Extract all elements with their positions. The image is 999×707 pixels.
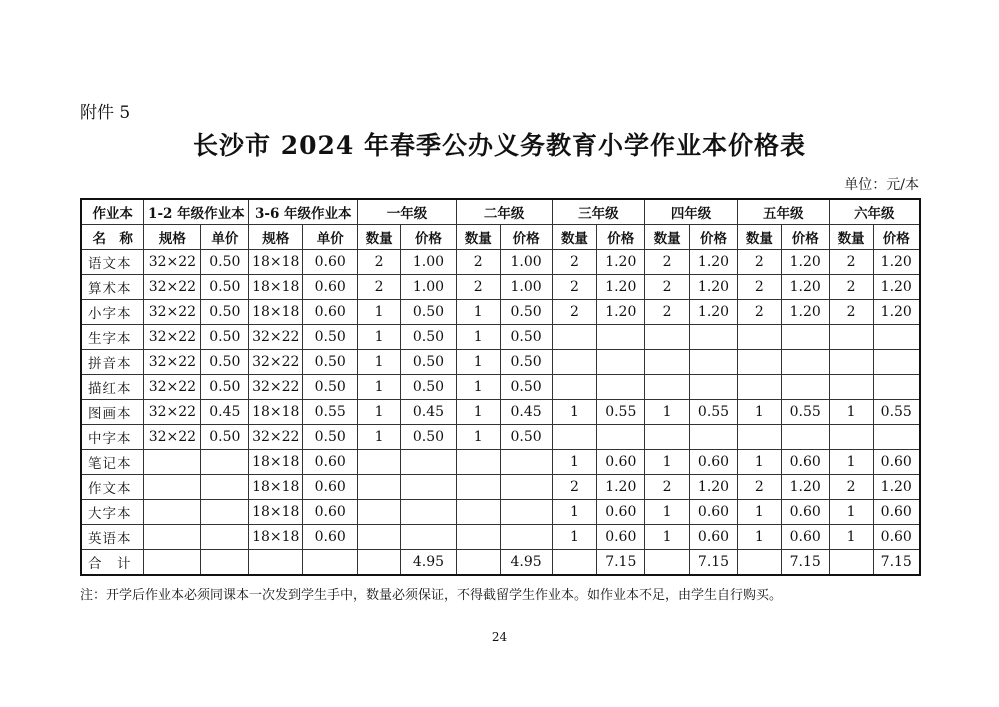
table-cell: 32×22 — [144, 300, 201, 325]
table-cell: 1 — [358, 325, 401, 350]
header-qty: 数量 — [456, 225, 500, 250]
table-cell: 0.60 — [597, 500, 645, 525]
table-cell — [552, 550, 597, 576]
table-cell: 0.60 — [781, 525, 829, 550]
table-cell: 2 — [829, 475, 873, 500]
table-cell: 32×22 — [249, 325, 303, 350]
table-cell: 2 — [737, 250, 781, 275]
table-cell — [690, 350, 738, 375]
table-cell — [690, 375, 738, 400]
table-cell: 7.15 — [597, 550, 645, 576]
header-unit-price: 单价 — [201, 225, 249, 250]
table-cell: 2 — [737, 300, 781, 325]
table-cell: 1.20 — [781, 250, 829, 275]
table-cell — [781, 375, 829, 400]
table-cell — [829, 425, 873, 450]
header-price: 价格 — [500, 225, 552, 250]
table-row — [81, 500, 920, 525]
item-name-cell: 描红本 — [81, 375, 144, 400]
header-group: 三年级 — [552, 199, 645, 225]
table-cell: 1.00 — [500, 250, 552, 275]
table-cell — [358, 525, 401, 550]
table-cell — [873, 350, 920, 375]
table-cell — [597, 375, 645, 400]
table-cell: 4.95 — [401, 550, 457, 576]
table-row — [81, 425, 920, 450]
table-cell — [873, 375, 920, 400]
table-cell: 0.55 — [690, 400, 738, 425]
table-cell: 0.50 — [500, 375, 552, 400]
table-cell — [645, 325, 690, 350]
table-cell: 7.15 — [690, 550, 738, 576]
table-cell: 0.50 — [201, 425, 249, 450]
table-cell — [597, 325, 645, 350]
table-row — [81, 375, 920, 400]
table-cell: 1 — [552, 525, 597, 550]
table-row — [81, 350, 920, 375]
table-cell — [358, 500, 401, 525]
table-cell — [645, 375, 690, 400]
table-cell: 1.20 — [690, 275, 738, 300]
table-cell: 0.60 — [303, 450, 358, 475]
item-name-cell: 作文本 — [81, 475, 144, 500]
header-price: 价格 — [690, 225, 738, 250]
table-cell: 18×18 — [249, 275, 303, 300]
table-cell: 1.20 — [597, 475, 645, 500]
item-name-cell: 语文本 — [81, 250, 144, 275]
table-cell: 1 — [456, 350, 500, 375]
table-cell: 1 — [645, 525, 690, 550]
table-cell: 2 — [552, 275, 597, 300]
table-cell: 0.60 — [873, 450, 920, 475]
table-cell: 0.60 — [873, 500, 920, 525]
table-cell: 2 — [552, 300, 597, 325]
table-cell: 2 — [552, 475, 597, 500]
table-cell: 18×18 — [249, 300, 303, 325]
table-row — [81, 275, 920, 300]
table-cell — [401, 500, 457, 525]
item-name-cell: 英语本 — [81, 525, 144, 550]
table-cell: 1.20 — [873, 250, 920, 275]
table-cell: 1.00 — [401, 250, 457, 275]
table-cell: 1 — [552, 500, 597, 525]
table-cell: 0.60 — [303, 500, 358, 525]
table-cell: 1 — [829, 525, 873, 550]
table-cell: 18×18 — [249, 525, 303, 550]
table-cell: 1.20 — [597, 275, 645, 300]
table-cell: 2 — [645, 250, 690, 275]
table-cell — [144, 525, 201, 550]
table-cell: 0.60 — [873, 525, 920, 550]
table-cell — [829, 350, 873, 375]
table-cell: 32×22 — [144, 350, 201, 375]
table-cell — [401, 475, 457, 500]
table-cell — [456, 475, 500, 500]
table-cell — [500, 475, 552, 500]
header-spec: 规格 — [249, 225, 303, 250]
table-cell — [552, 375, 597, 400]
table-cell — [597, 350, 645, 375]
table-cell: 1.20 — [781, 475, 829, 500]
header-price: 价格 — [401, 225, 457, 250]
table-cell — [201, 475, 249, 500]
table-cell: 18×18 — [249, 250, 303, 275]
table-cell: 0.45 — [201, 400, 249, 425]
table-cell: 0.60 — [781, 450, 829, 475]
table-cell: 0.50 — [500, 325, 552, 350]
table-cell: 32×22 — [144, 275, 201, 300]
header-price: 价格 — [597, 225, 645, 250]
table-cell — [456, 525, 500, 550]
table-cell — [144, 550, 201, 576]
header-price: 价格 — [873, 225, 920, 250]
header-name-line2: 名 称 — [81, 225, 144, 250]
table-cell: 2 — [456, 250, 500, 275]
table-cell: 32×22 — [249, 375, 303, 400]
table-cell: 1.20 — [690, 250, 738, 275]
table-row — [81, 450, 920, 475]
table-cell: 0.50 — [500, 425, 552, 450]
table-cell: 2 — [552, 250, 597, 275]
table-cell: 0.60 — [690, 525, 738, 550]
item-name-cell: 图画本 — [81, 400, 144, 425]
header-spec: 规格 — [144, 225, 201, 250]
table-cell: 0.50 — [500, 300, 552, 325]
table-cell: 2 — [358, 250, 401, 275]
table-cell — [201, 500, 249, 525]
table-cell — [303, 550, 358, 576]
table-cell: 1 — [358, 350, 401, 375]
table-row — [81, 400, 920, 425]
table-row — [81, 525, 920, 550]
table-cell: 0.50 — [201, 350, 249, 375]
table-cell: 0.50 — [303, 350, 358, 375]
table-cell — [201, 525, 249, 550]
item-name-cell: 大字本 — [81, 500, 144, 525]
table-cell — [690, 325, 738, 350]
table-cell: 7.15 — [873, 550, 920, 576]
table-cell — [401, 525, 457, 550]
table-cell: 0.60 — [303, 250, 358, 275]
page-number: 24 — [491, 630, 508, 644]
attachment-label: 附件 5 — [80, 103, 131, 123]
header-row-groups — [81, 199, 920, 225]
table-cell — [144, 450, 201, 475]
table-cell — [873, 325, 920, 350]
table-cell: 1 — [358, 375, 401, 400]
table-cell: 1.20 — [690, 475, 738, 500]
item-name-cell: 生字本 — [81, 325, 144, 350]
table-cell — [552, 350, 597, 375]
item-name-cell: 算术本 — [81, 275, 144, 300]
table-cell: 0.50 — [201, 325, 249, 350]
table-cell: 0.50 — [303, 325, 358, 350]
item-name-cell: 中字本 — [81, 425, 144, 450]
table-cell: 1 — [737, 525, 781, 550]
table-cell: 0.55 — [781, 400, 829, 425]
table-cell: 18×18 — [249, 500, 303, 525]
table-cell: 18×18 — [249, 450, 303, 475]
table-cell: 2 — [737, 275, 781, 300]
table-cell: 1.20 — [873, 475, 920, 500]
table-cell — [358, 450, 401, 475]
table-cell — [873, 425, 920, 450]
table-cell — [737, 350, 781, 375]
table-cell: 0.60 — [303, 300, 358, 325]
table-row — [81, 475, 920, 500]
table-cell: 1 — [645, 500, 690, 525]
table-cell: 2 — [645, 475, 690, 500]
table-cell — [500, 500, 552, 525]
table-cell — [552, 425, 597, 450]
header-row-sub — [81, 225, 920, 250]
table-cell — [144, 500, 201, 525]
header-group: 1-2 年级作业本 — [144, 199, 249, 225]
table-cell: 1 — [829, 400, 873, 425]
table-cell — [737, 425, 781, 450]
table-cell: 0.50 — [303, 425, 358, 450]
table-cell: 0.50 — [201, 375, 249, 400]
table-cell: 18×18 — [249, 400, 303, 425]
table-cell: 1.20 — [781, 300, 829, 325]
table-cell: 1.00 — [401, 275, 457, 300]
header-unit-price: 单价 — [303, 225, 358, 250]
table-cell: 2 — [358, 275, 401, 300]
table-cell — [829, 375, 873, 400]
table-cell — [645, 350, 690, 375]
table-cell: 18×18 — [249, 475, 303, 500]
table-cell: 0.50 — [500, 350, 552, 375]
table-cell: 1.20 — [873, 300, 920, 325]
table-cell — [201, 450, 249, 475]
table-cell: 32×22 — [144, 250, 201, 275]
table-cell — [358, 550, 401, 576]
table-cell: 1.00 — [500, 275, 552, 300]
table-cell: 0.50 — [401, 375, 457, 400]
table-cell: 1 — [737, 400, 781, 425]
header-group: 六年级 — [829, 199, 920, 225]
table-cell: 2 — [645, 300, 690, 325]
table-cell: 2 — [737, 475, 781, 500]
table-cell: 0.50 — [201, 275, 249, 300]
table-cell: 1 — [456, 400, 500, 425]
table-cell — [737, 550, 781, 576]
header-group: 四年级 — [645, 199, 738, 225]
header-group: 二年级 — [456, 199, 552, 225]
table-cell: 1 — [645, 450, 690, 475]
table-cell: 1 — [829, 500, 873, 525]
table-row — [81, 250, 920, 275]
table-cell: 2 — [645, 275, 690, 300]
table-row — [81, 325, 920, 350]
table-cell — [781, 325, 829, 350]
table-cell: 7.15 — [781, 550, 829, 576]
table-cell: 1 — [645, 400, 690, 425]
item-name-cell: 小字本 — [81, 300, 144, 325]
table-cell — [781, 350, 829, 375]
table-cell — [500, 525, 552, 550]
unit-label: 单位：元/本 — [844, 177, 919, 193]
table-cell: 0.55 — [303, 400, 358, 425]
table-cell — [829, 550, 873, 576]
table-cell — [249, 550, 303, 576]
table-cell: 2 — [829, 250, 873, 275]
table-cell: 0.45 — [401, 400, 457, 425]
table-cell: 2 — [829, 275, 873, 300]
table-cell: 0.50 — [401, 325, 457, 350]
table-row — [81, 300, 920, 325]
table-cell — [737, 375, 781, 400]
price-table — [80, 198, 921, 576]
table-cell: 1 — [358, 300, 401, 325]
item-name-cell: 拼音本 — [81, 350, 144, 375]
table-cell: 2 — [829, 300, 873, 325]
table-cell: 1 — [358, 425, 401, 450]
table-cell: 0.50 — [201, 300, 249, 325]
total-row — [81, 550, 920, 576]
table-cell: 4.95 — [500, 550, 552, 576]
table-cell: 1 — [737, 500, 781, 525]
table-cell — [358, 475, 401, 500]
header-price: 价格 — [781, 225, 829, 250]
table-cell — [456, 550, 500, 576]
header-group: 一年级 — [358, 199, 457, 225]
table-cell: 1 — [829, 450, 873, 475]
table-cell: 1 — [456, 300, 500, 325]
table-cell: 0.55 — [597, 400, 645, 425]
table-cell: 0.50 — [401, 300, 457, 325]
table-cell: 0.50 — [201, 250, 249, 275]
table-cell: 0.60 — [303, 475, 358, 500]
table-cell: 0.60 — [690, 450, 738, 475]
table-cell: 0.50 — [401, 350, 457, 375]
table-cell: 1 — [456, 375, 500, 400]
table-cell: 32×22 — [249, 425, 303, 450]
page-title: 长沙市 2024 年春季公办义务教育小学作业本价格表 — [193, 131, 806, 160]
table-cell: 32×22 — [144, 375, 201, 400]
table-cell — [690, 425, 738, 450]
table-cell: 1 — [552, 400, 597, 425]
header-qty: 数量 — [829, 225, 873, 250]
item-name-cell: 笔记本 — [81, 450, 144, 475]
table-cell — [781, 425, 829, 450]
header-qty: 数量 — [358, 225, 401, 250]
table-cell — [456, 450, 500, 475]
table-cell: 1.20 — [597, 250, 645, 275]
table-cell: 0.60 — [303, 275, 358, 300]
item-name-cell: 合 计 — [81, 550, 144, 576]
footnote: 注：开学后作业本必须同课本一次发到学生手中，数量必须保证，不得截留学生作业本。如作业本不足，由学生自行购买。 — [80, 588, 783, 603]
table-cell: 1 — [456, 325, 500, 350]
header-qty: 数量 — [737, 225, 781, 250]
table-cell: 0.60 — [597, 450, 645, 475]
table-cell: 32×22 — [144, 425, 201, 450]
table-cell — [500, 450, 552, 475]
table-cell: 1.20 — [690, 300, 738, 325]
table-cell: 0.60 — [303, 525, 358, 550]
table-cell: 1.20 — [597, 300, 645, 325]
header-name-line1: 作业本 — [81, 199, 144, 225]
table-cell — [201, 550, 249, 576]
table-cell — [552, 325, 597, 350]
table-cell: 1 — [737, 450, 781, 475]
table-cell: 0.45 — [500, 400, 552, 425]
table-cell: 32×22 — [249, 350, 303, 375]
table-cell: 1 — [358, 400, 401, 425]
table-cell — [401, 450, 457, 475]
table-cell: 0.60 — [690, 500, 738, 525]
table-cell: 0.60 — [781, 500, 829, 525]
table-cell — [597, 425, 645, 450]
table-cell: 1.20 — [873, 275, 920, 300]
table-cell: 0.50 — [303, 375, 358, 400]
table-cell: 1.20 — [781, 275, 829, 300]
table-cell — [737, 325, 781, 350]
table-cell: 32×22 — [144, 400, 201, 425]
header-qty: 数量 — [552, 225, 597, 250]
table-cell — [456, 500, 500, 525]
header-group: 3-6 年级作业本 — [249, 199, 358, 225]
table-cell — [645, 550, 690, 576]
table-cell: 2 — [456, 275, 500, 300]
table-cell — [645, 425, 690, 450]
table-cell: 0.60 — [597, 525, 645, 550]
header-qty: 数量 — [645, 225, 690, 250]
table-cell: 32×22 — [144, 325, 201, 350]
table-cell: 0.50 — [401, 425, 457, 450]
table-cell — [829, 325, 873, 350]
header-group: 五年级 — [737, 199, 829, 225]
table-cell: 1 — [552, 450, 597, 475]
table-cell: 1 — [456, 425, 500, 450]
table-cell: 0.55 — [873, 400, 920, 425]
table-cell — [144, 475, 201, 500]
